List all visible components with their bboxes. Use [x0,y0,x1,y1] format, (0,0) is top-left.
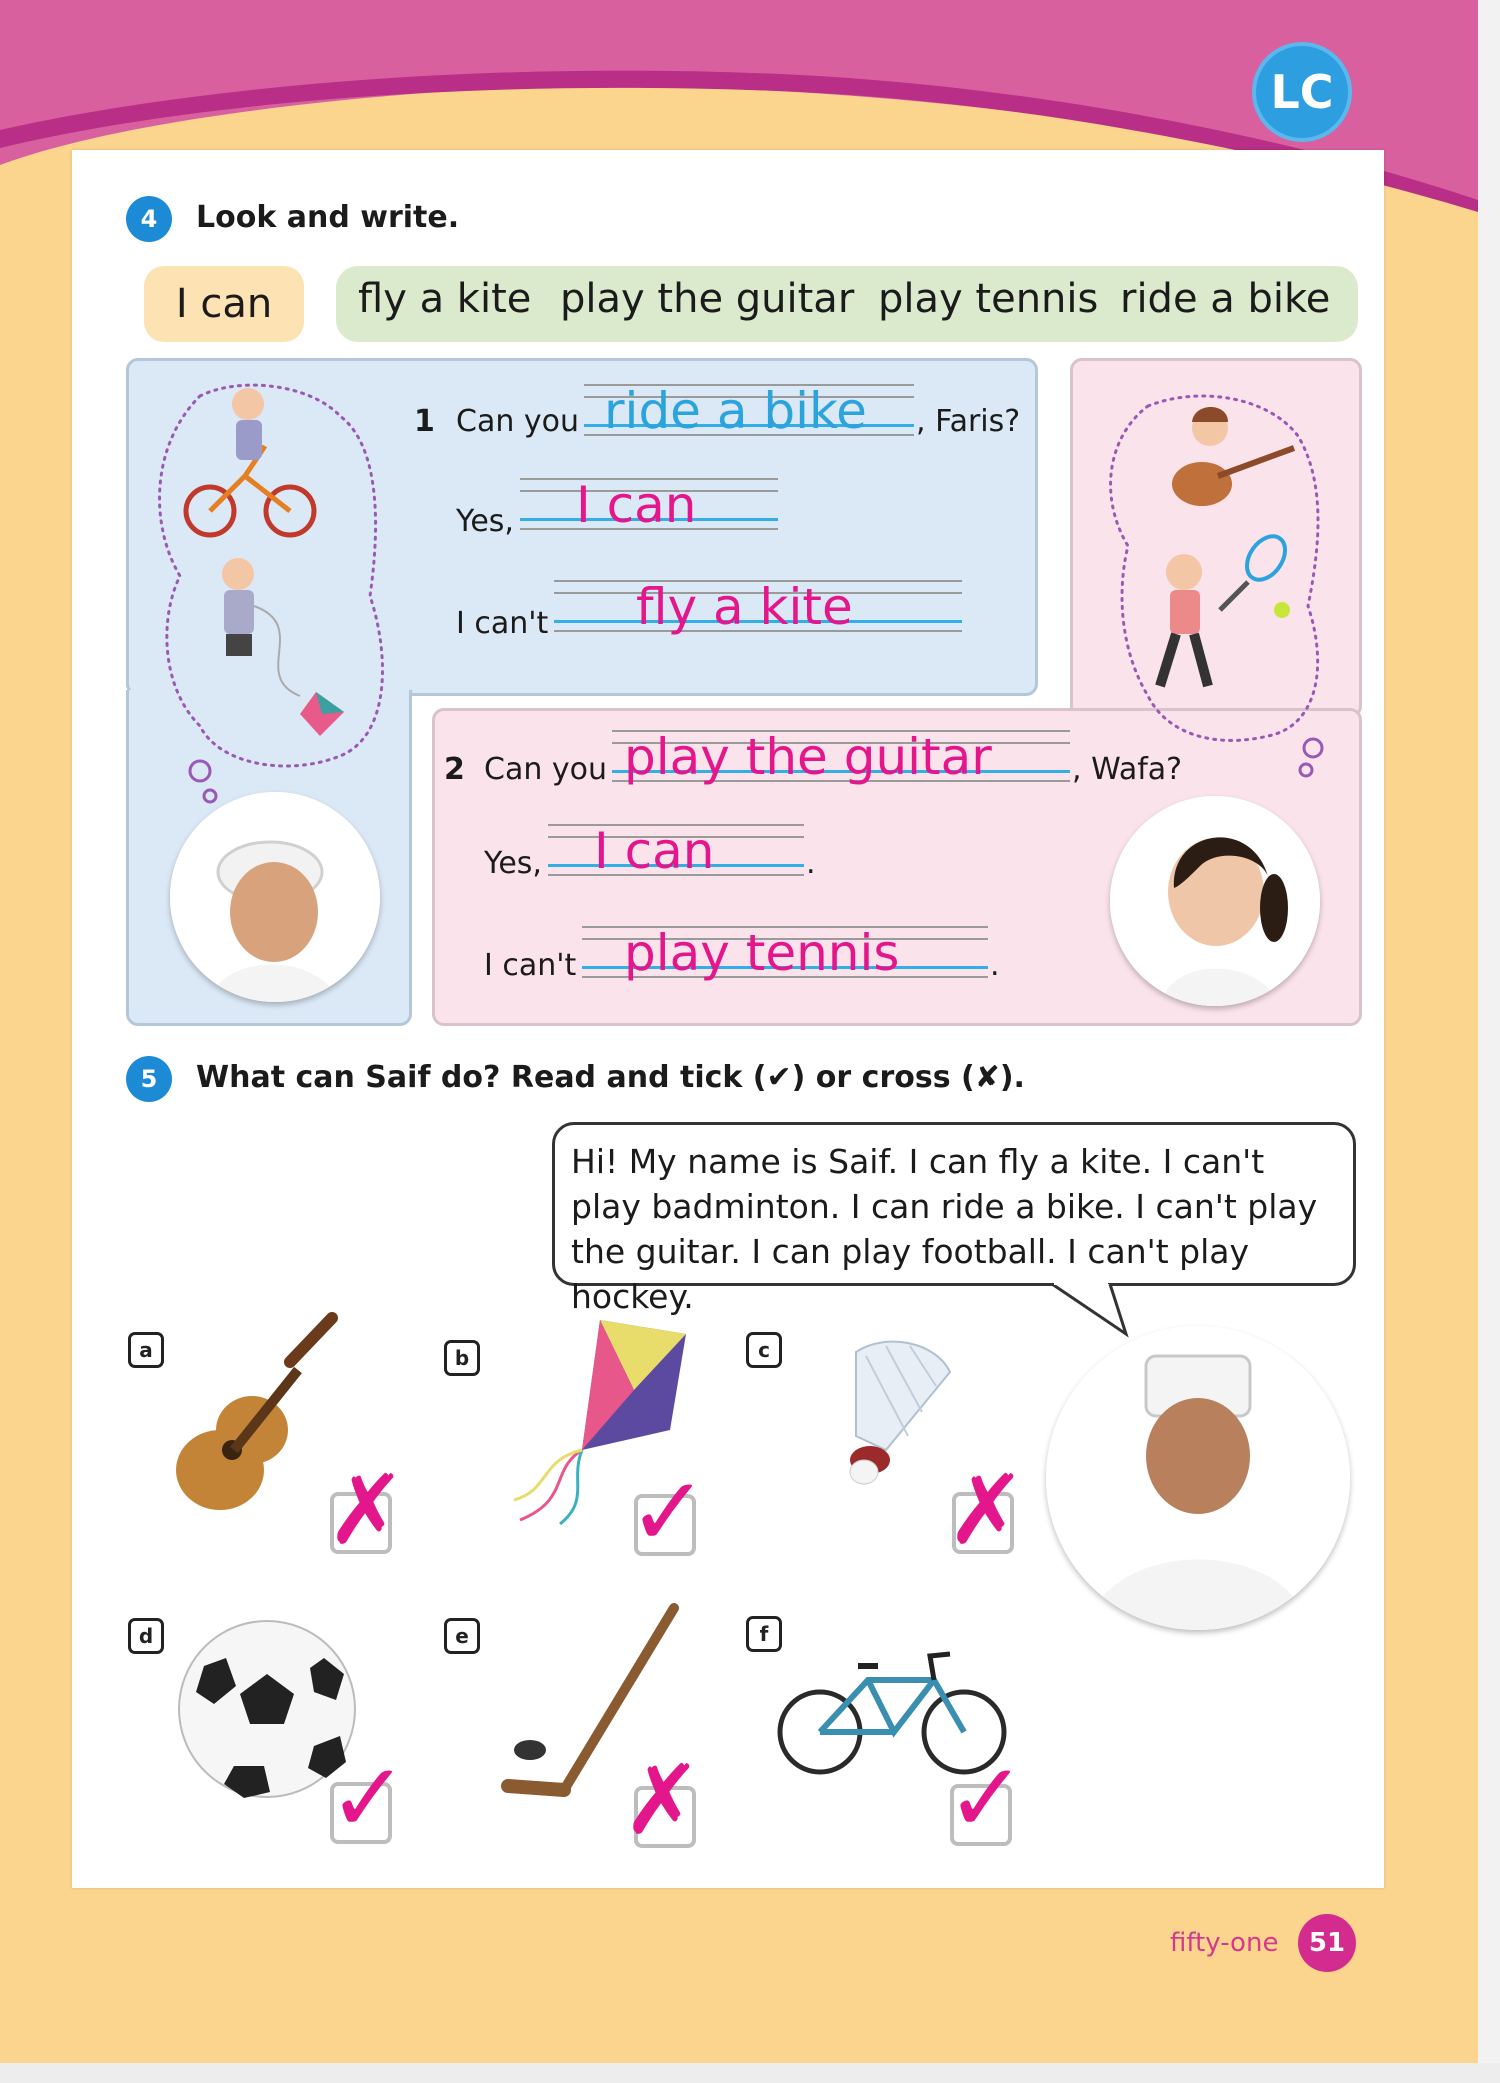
faris-photo [170,792,380,1002]
wafa-thought-bubble [1098,386,1332,786]
exercise-4-title: Look and write. [196,200,460,235]
faris-thought-bubble [140,376,402,806]
phrase-ride-a-bike: ride a bike [1120,276,1331,322]
shuttlecock-icon [826,1332,956,1492]
item-b-letter: b [444,1340,480,1376]
q2-cant-answer: play tennis [624,924,900,982]
item-d-mark: ✓ [328,1742,409,1854]
item-c-letter: c [746,1332,782,1368]
saif-speech-bubble [552,1122,1356,1316]
saif-speech-text: Hi! My name is Saif. I can fly a kite. I can't play badminton. I can ride a bike. I can't play the guitar. I can play football. I can't play hockey. [571,1142,1318,1316]
exercise-5-title: What can Saif do? Read and tick (✔) or cross (✘). [196,1060,1025,1095]
q2-yes-prefix: Yes, [484,846,542,881]
page-edge-bottom [0,2063,1500,2083]
starter-box [144,266,304,342]
item-e-mark: ✗ [622,1744,703,1856]
item-a-mark: ✗ [326,1454,407,1566]
q2-answer: play the guitar [624,728,992,786]
q2-yes-end: . [806,846,816,881]
exercise-4-number: 4 [126,196,172,242]
q2-question-start: Can you [484,752,608,787]
starter-text: I can [175,281,273,327]
q1-answer: ride a bike [604,382,867,440]
q2-yes-answer: I can [594,822,715,880]
q1-cant-prefix: I can't [456,606,549,641]
item-d-letter: d [128,1618,164,1654]
item-f-mark: ✓ [946,1742,1027,1854]
exercise-5-number: 5 [126,1056,172,1102]
speech-bubble-tail [1050,1282,1130,1338]
q1-cant-answer: fly a kite [636,578,853,636]
q1-question-end: , Faris? [916,404,1021,439]
phrase-play-the-guitar: play the guitar [560,276,855,322]
q1-yes-answer: I can [576,476,697,534]
item-e-letter: e [444,1618,480,1654]
phrase-play-tennis: play tennis [878,276,1099,322]
guitar-icon [1172,462,1232,506]
level-badge: LC [1252,42,1352,142]
q1-yes-prefix: Yes, [456,504,514,539]
item-f-letter: f [746,1616,782,1652]
q1-question-start: Can you [456,404,580,439]
q2-number: 2 [444,752,465,787]
page-number-word: fifty-one [1170,1928,1279,1958]
item-a-letter: a [128,1332,164,1368]
page-number-badge: 51 [1298,1914,1356,1972]
q1-number: 1 [414,404,435,439]
q2-cant-end: . [990,948,1000,983]
q2-question-end: , Wafa? [1072,752,1183,787]
phrase-fly-a-kite: fly a kite [358,276,532,322]
guitar-icon [168,1310,348,1520]
wafa-photo [1110,796,1320,1006]
saif-photo [1046,1326,1350,1630]
q2-cant-prefix: I can't [484,948,577,983]
item-c-mark: ✗ [946,1454,1027,1566]
item-b-mark: ✓ [628,1456,709,1568]
page-edge-right [1478,0,1500,2083]
